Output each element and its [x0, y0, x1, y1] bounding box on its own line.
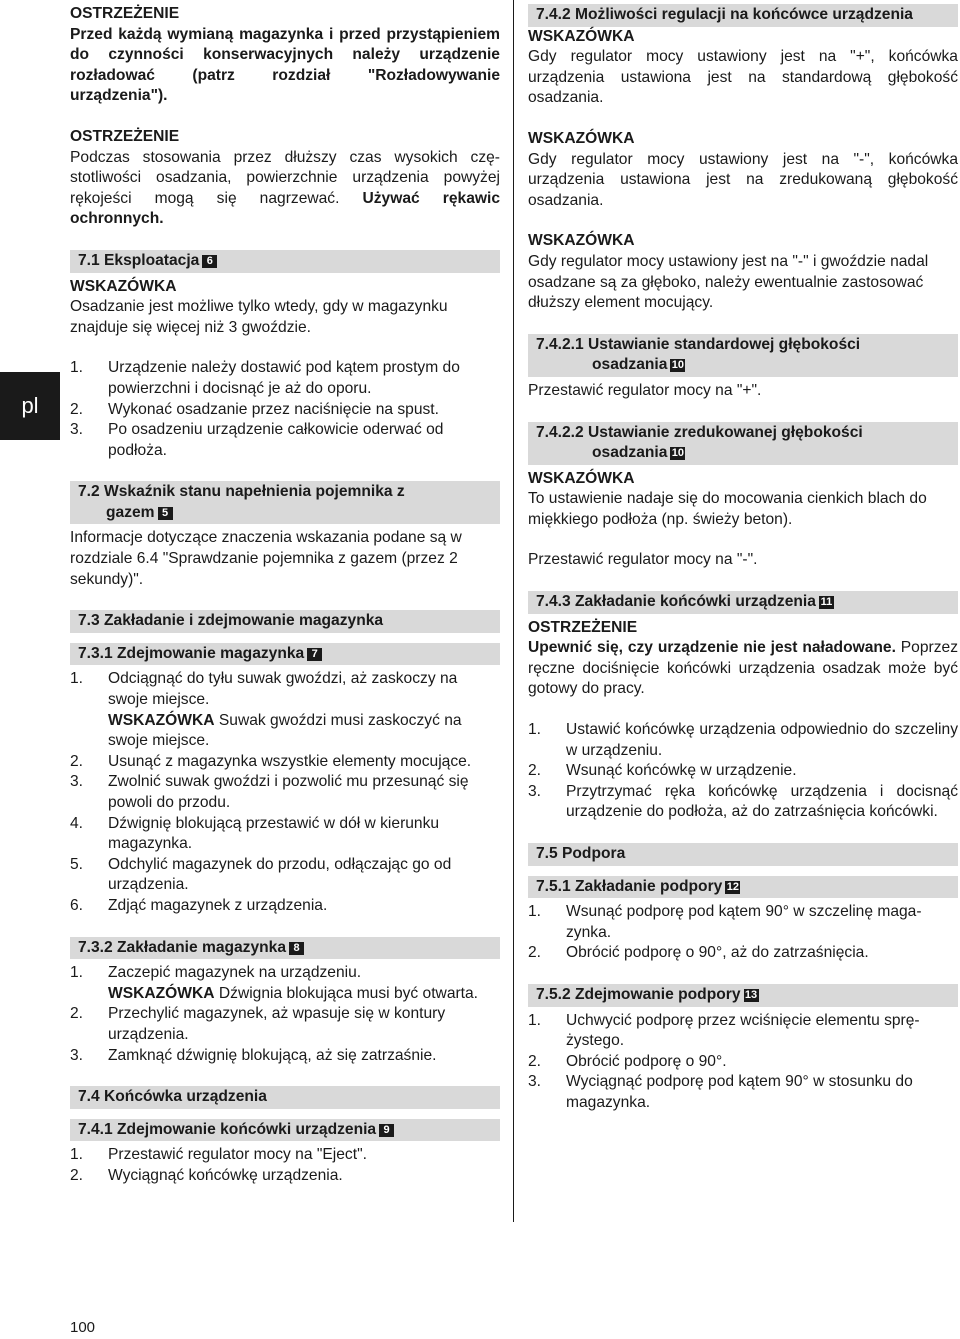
- list-item: 1. Ustawić końcówkę urządzenia odpowiednio do szczeliny w urządzeniu.: [528, 721, 958, 759]
- note-block: [528, 129, 958, 211]
- steps-list: [70, 358, 500, 461]
- list-item: 6. Zdjąć magazynek z urządzenia.: [70, 896, 328, 914]
- right-column: [528, 4, 958, 1114]
- steps-list: [70, 963, 500, 1066]
- figure-ref: 13: [744, 988, 758, 1001]
- figure-ref: 7: [307, 648, 322, 661]
- warning-label: OSTRZEŻENIE: [528, 618, 638, 636]
- note-label: WSKAZÓWKA: [70, 277, 177, 295]
- list-item: 1. Zaczepić magazynek na urządzeniu. WSKAZÓWKA Dźwignia blokująca musi być otwarta.: [70, 964, 479, 1002]
- section-heading-7-4-2-1: 7.4.2.1 Ustawianie standardowej głębokości osadzania 10: [528, 334, 958, 377]
- list-item: 1. Uchwycić podporę przez wciśnięcie elementu sprężystego.: [528, 1011, 920, 1050]
- note-text: Osadzanie jest możliwe tylko wtedy, gdy w magazynku znajduje się więcej niż 3 gwoździe.: [70, 298, 448, 336]
- note-label: WSKAZÓWKA: [108, 711, 215, 729]
- note-text: Gdy regulator mocy ustawiony jest na "-" i gwoździe nadal osadzane są za głęboko, należy ewentualnie zastosować dłuższy element mocujący.: [528, 252, 929, 312]
- note-label: WSKAZÓWKA: [528, 27, 635, 45]
- column-divider: [513, 0, 514, 1222]
- note-block: [528, 27, 958, 109]
- section-heading-7-5-1: 7.5.1 Zakładanie podpory 12: [528, 876, 958, 899]
- section-heading-7-5: 7.5 Podpora: [528, 843, 958, 866]
- figure-ref: 10: [671, 359, 685, 372]
- list-item: 2. Obrócić podporę o 90°, aż do zatrzaśnięcia.: [528, 944, 869, 962]
- section-heading-7-2: 7.2 Wskaźnik stanu napełnienia pojemnika z gazem 5: [70, 481, 500, 524]
- note-label: WSKAZÓWKA: [528, 232, 635, 250]
- list-item: 3. Wyciągnąć podporę pod kątem 90° w stosunku do magazynka.: [528, 1073, 913, 1111]
- figure-ref: 9: [379, 1124, 394, 1137]
- note-label: WSKAZÓWKA: [528, 129, 635, 147]
- list-item: 3. Zwolnić suwak gwoździ i pozwolić mu przesunąć się powoli do przodu.: [70, 773, 469, 811]
- figure-ref: 6: [202, 255, 217, 268]
- section-text: Informacje dotyczące znaczenia wskazania podane są w rozdziale 6.4 "Sprawdzanie pojemnika z gazem (przez 2 sekundy)".: [70, 529, 462, 588]
- steps-list: [70, 1145, 500, 1186]
- section-heading-7-4-2-2: 7.4.2.2 Ustawianie zredukowanej głębokości osadzania 10: [528, 422, 958, 465]
- note-block: [528, 231, 958, 313]
- list-item: 1. Wsunąć podporę pod kątem 90° w szczelinę magazynka.: [528, 903, 922, 941]
- section-heading-7-4: 7.4 Końcówka urządzenia: [70, 1086, 500, 1109]
- steps-list: [528, 720, 958, 823]
- list-item: 2. Wyciągnąć końcówkę urządzenia.: [70, 1166, 343, 1184]
- list-item: 2. Wsunąć końcówkę w urządzenie.: [528, 762, 797, 780]
- note-label: WSKAZÓWKA: [528, 469, 635, 487]
- language-tab: pl: [0, 372, 60, 440]
- list-item: 2. Obrócić podporę o 90°.: [528, 1052, 727, 1070]
- warning-body: Podczas stosowania przez dłuższy czas wysokich częstotliwości osadzania, powierzchnie urządzenia powyżej rękojeści mogą się nagrzewać.: [70, 148, 500, 207]
- list-item: 4. Dźwignię blokującą przestawić w dół w kierunku magazynka.: [70, 814, 440, 853]
- warning-label: OSTRZEŻENIE: [70, 5, 180, 22]
- note-text: Gdy regulator mocy ustawiony jest na "+", końcówka urządzenia ustawiona jest na standardową głębokość osadzania.: [528, 48, 958, 107]
- warning-emphasis: Upewnić się, czy urządzenie nie jest naładowane.: [528, 639, 896, 657]
- section-heading-7-4-3: 7.4.3 Zakładanie końcówki urządzenia 11: [528, 591, 958, 614]
- list-item: 5. Odchylić magazynek do przodu, odłączając go od urządzenia.: [70, 855, 452, 894]
- figure-ref: 11: [820, 596, 833, 609]
- steps-list: [70, 669, 500, 916]
- list-item: 2. Usunąć z magazynka wszystkie elementy mocujące.: [70, 752, 472, 770]
- warning-text: [528, 638, 958, 700]
- steps-list: [528, 1011, 958, 1114]
- steps-list: [528, 902, 958, 964]
- page-number: 100: [70, 1319, 96, 1336]
- figure-ref: 8: [289, 942, 304, 955]
- warning-text: Przed każdą wymianą magazynka i przed przystąpieniem do czynności konserwacyjnych należy urządzenie rozładować (patrz rozdział "Rozładowywanie urządzenia").: [70, 25, 500, 105]
- list-item: 2. Wykonać osadzanie przez naciśnięcie na spust.: [70, 400, 439, 418]
- section-heading-7-5-2: 7.5.2 Zdejmowanie podpory 13: [528, 984, 958, 1007]
- section-heading-7-3-1: 7.3.1 Zdejmowanie magazynka 7: [70, 643, 500, 666]
- figure-ref: 5: [158, 507, 173, 520]
- list-item: 3. Przytrzymać ręka końcówkę urządzenia i docisnąć urządzenie do podłoża, aż do zatrzaśnięcia końcówki.: [528, 782, 958, 821]
- left-column: [70, 4, 500, 1187]
- section-text: Przestawić regulator mocy na "+".: [528, 381, 762, 399]
- note-label: WSKAZÓWKA: [108, 984, 215, 1002]
- list-item: 1. Urządzenie należy dostawić pod kątem prostym do powierzchni i docisnąć je aż do oporu.: [70, 359, 460, 397]
- warning-emphasis: Używać rękawic ochronnych.: [70, 189, 500, 228]
- warning-text: [70, 148, 500, 230]
- list-item: 2. Przechylić magazynek, aż wpasuje się w kontury urządzenia.: [70, 1005, 446, 1043]
- figure-ref: 10: [671, 447, 685, 460]
- warning-block: [70, 127, 500, 230]
- figure-ref: 12: [726, 880, 739, 893]
- section-heading-7-3-2: 7.3.2 Zakładanie magazynka 8: [70, 937, 500, 960]
- note-text: Gdy regulator mocy ustawiony jest na "-", końcówka urządzenia ustawiona jest na zredukowaną głębokość osadzania.: [528, 150, 958, 209]
- section-heading-7-4-2: 7.4.2 Możliwości regulacji na końcówce urządzenia: [528, 4, 958, 27]
- list-item: 3. Po osadzeniu urządzenie całkowicie oderwać od podłoża.: [70, 421, 444, 459]
- warning-block: [70, 4, 500, 107]
- warning-body: Poprzez ręczne dociśnięcie końcówki urządzenia osadzak może być gotowy do pracy.: [528, 639, 958, 698]
- list-item: 1. Przestawić regulator mocy na "Eject".: [70, 1146, 367, 1164]
- section-text: Przestawić regulator mocy na "-".: [528, 551, 758, 569]
- list-item: 1. Odciągnąć do tyłu suwak gwoździ, aż zaskoczy na swoje miejsce. WSKAZÓWKA Suwak gwoździ musi zaskoczyć na swoje miejsce.: [70, 670, 462, 750]
- warning-label: OSTRZEŻENIE: [70, 127, 180, 145]
- section-heading-7-4-1: 7.4.1 Zdejmowanie końcówki urządzenia 9: [70, 1119, 500, 1142]
- note-text: To ustawienie nadaje się do mocowania cienkich blach do miękkiego podłoża (np. świeży beton).: [528, 490, 927, 528]
- section-heading-7-1: 7.1 Eksploatacja 6: [70, 250, 500, 273]
- section-heading-7-3: 7.3 Zakładanie i zdejmowanie magazynka: [70, 610, 500, 633]
- list-item: 3. Zamknąć dźwignię blokującą, aż się zatrzaśnie.: [70, 1046, 437, 1064]
